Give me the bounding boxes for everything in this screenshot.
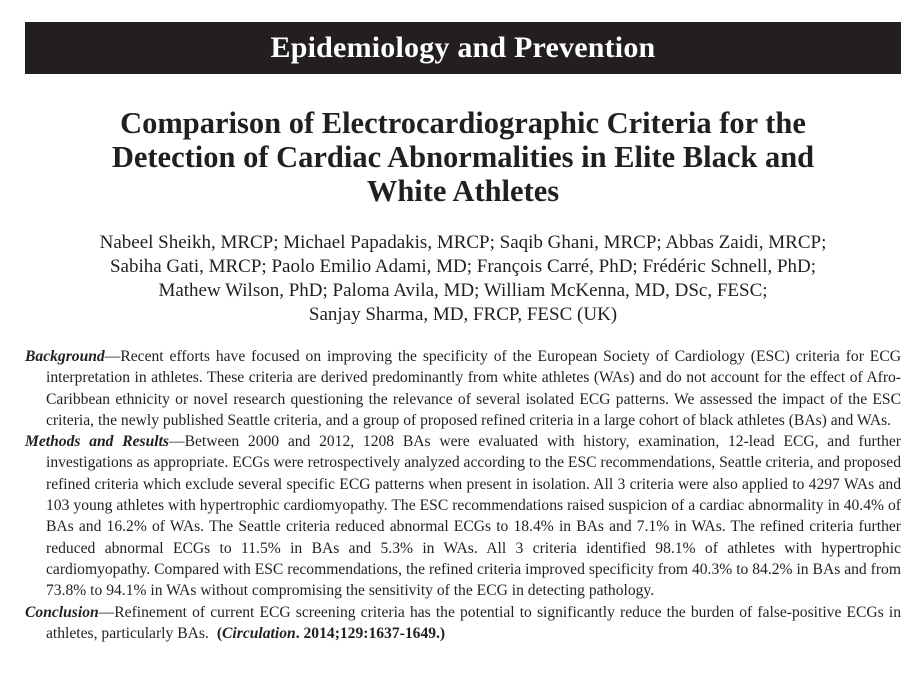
methods-label: Methods and Results [25, 433, 170, 451]
abstract-background [25, 346, 901, 431]
abstract-methods-results [25, 431, 901, 601]
citation-journal: Circulation [222, 624, 296, 642]
author-line: Mathew Wilson, PhD; Paloma Avila, MD; William McKenna, MD, DSc, FESC; [158, 280, 768, 301]
section-banner [25, 22, 901, 74]
citation-details: . 2014;129:1637-1649.) [295, 624, 446, 642]
background-label: Background [25, 348, 105, 365]
title-line: Detection of Cardiac Abnormalities in Elite Black and [111, 140, 815, 174]
section-heading: Epidemiology and Prevention [270, 31, 656, 64]
background-text: —Recent efforts have focused on improving the specificity of the European Society of Cardiology (ESC) criteria for ECG interpretation in athletes. These criteria are derived predominantly from white athletes (WAs) and do not account for the effect of Afro-Caribbean ethnicity or novel research questioning the relevance of several isolated ECG patterns. We assessed the impact of the ESC criteria, the newly published Seattle criteria, and a group of proposed refined criteria in a large cohort of black athletes (BAs) and WAs. [46, 348, 901, 429]
conclusion-label: Conclusion [25, 603, 99, 621]
citation [217, 625, 445, 642]
author-line: Sabiha Gati, MRCP; Paolo Emilio Adami, MD; François Carré, PhD; Frédéric Schnell, PhD; [109, 256, 817, 277]
title-line: White Athletes [366, 174, 560, 208]
author-line: Sanjay Sharma, MD, FRCP, FESC (UK) [308, 304, 618, 325]
methods-text: —Between 2000 and 2012, 1208 BAs were evaluated with history, examination, 12-lead ECG, and further investigations as appropriate. ECGs were retrospectively analyzed according to the ESC recommendations, Seattle criteria, and proposed refined criteria which exclude several specific ECG patterns when present in isolation. All 3 criteria were also applied to 4297 WAs and 103 young athletes with hypertrophic cardiomyopathy. The ESC recommendations raised suspicion of a cardiac abnormality in 40.4% of BAs and 16.2% of WAs. The Seattle criteria reduced abnormal ECGs to 18.4% in BAs and 7.1% in WAs. The refined criteria further reduced abnormal ECGs to 11.5% in BAs and 5.3% in WAs. All 3 criteria identified 98.1% of athletes with hypertrophic cardiomyopathy. Compared with ESC recommendations, the refined criteria improved specificity from 40.3% to 84.2% in BAs and from 73.8% to 94.1% in WAs without compromising the sensitivity of the ECG in detecting pathology. [46, 433, 901, 600]
article-title [25, 106, 901, 208]
abstract-conclusion [25, 602, 901, 645]
abstract [25, 346, 901, 644]
conclusion-text: —Refinement of current ECG screening criteria has the potential to significantly reduce the burden of false-positive ECGs in athletes, particularly BAs. [46, 603, 901, 642]
citation-open: ( [216, 624, 223, 642]
author-line: Nabeel Sheikh, MRCP; Michael Papadakis, MRCP; Saqib Ghani, MRCP; Abbas Zaidi, MRCP; [99, 232, 827, 253]
author-list [25, 231, 901, 327]
title-line: Comparison of Electrocardiographic Criteria for the [120, 106, 806, 140]
